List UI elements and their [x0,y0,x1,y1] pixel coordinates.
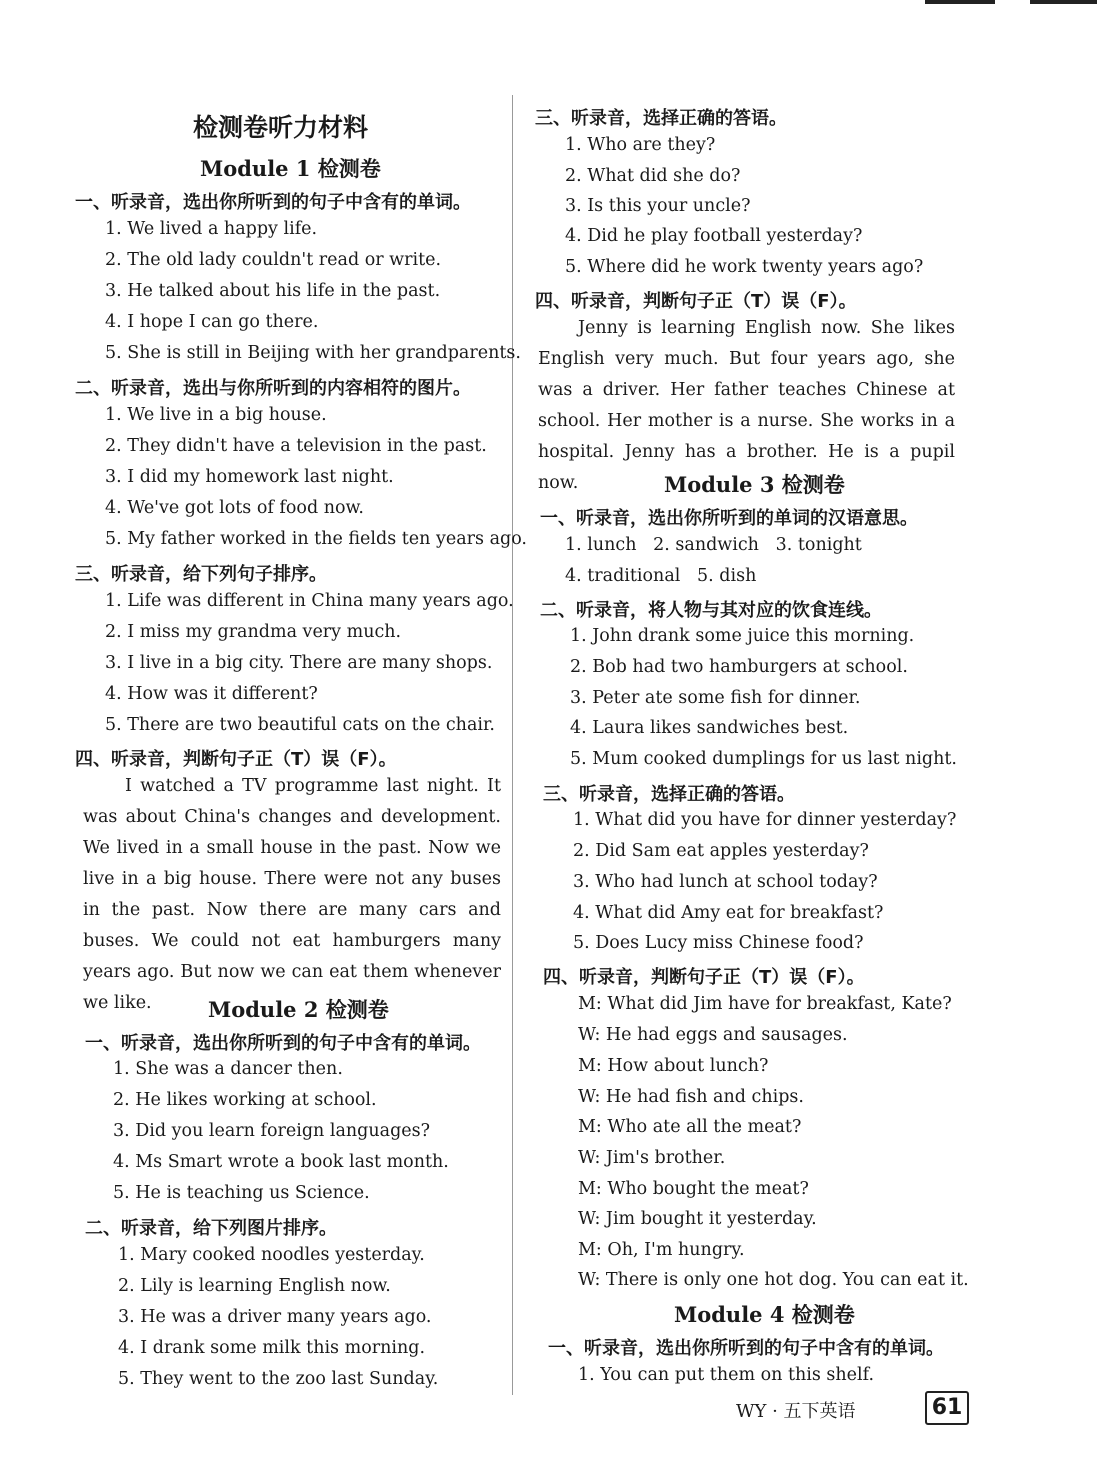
section-heading: 三、听录音，给下列句子排序。 [75,564,327,585]
list-item: 1. We lived a happy life. [105,219,318,239]
list-item: 5. Does Lucy miss Chinese food? [573,933,864,953]
list-item: 1. Life was different in China many years ago. [105,591,514,611]
list-item: 5. There are two beautiful cats on the chair. [105,715,495,735]
section-heading: 一、听录音，选出你所听到的单词的汉语意思。 [540,508,918,529]
section-heading: 二、听录音，将人物与其对应的饮食连线。 [540,600,882,621]
list-item: 3. Who had lunch at school today? [573,872,878,892]
section-heading: 四、听录音，判断句子正（T）误（F）。 [543,967,865,988]
list-item: 3. Is this your uncle? [565,196,751,216]
dialogue-line: M: Who ate all the meat? [578,1117,802,1137]
list-item: 1. lunch 2. sandwich 3. tonight [565,535,862,555]
list-item: 2. I miss my grandma very much. [105,622,402,642]
section-heading: 四、听录音，判断句子正（T）误（F）。 [535,291,857,312]
paragraph: I watched a TV programme last night. It was about China's changes and development. We lived in a small house in the past. Now we live in a big house. There were not any buses in the past. Now there are many cars and buses. We could not eat hamburgers many years ago. But now we can eat them whenever we like. [83,776,501,1013]
list-item: 5. Where did he work twenty years ago? [565,257,924,277]
list-item: 2. Bob had two hamburgers at school. [570,657,908,677]
list-item: 5. She is still in Beijing with her grandparents. [105,343,521,363]
list-item: 1. You can put them on this shelf. [578,1365,875,1385]
paragraph: Jenny is learning English now. She likes English very much. But four years ago, she was a driver. Her father teaches Chinese at school. Her mother is a nurse. She works in a hospital. Jenny has a brother. He is a pupil now. [538,318,955,493]
list-item: 2. What did she do? [565,166,741,186]
dialogue-line: W: Jim's brother. [578,1148,726,1168]
list-item: 2. He likes working at school. [113,1090,377,1110]
module-4-title: Module 4 检测卷 [674,1302,855,1327]
page-number: 61 [925,1391,969,1425]
dialogue-line: M: What did Jim have for breakfast, Kate? [578,994,952,1014]
dialogue-line: W: Jim bought it yesterday. [578,1209,817,1229]
list-item: 4. traditional 5. dish [565,566,757,586]
dialogue-line: M: Oh, I'm hungry. [578,1240,745,1260]
section-heading: 二、听录音，选出与你所听到的内容相符的图片。 [75,378,471,399]
dialogue-line: W: He had eggs and sausages. [578,1025,848,1045]
top-decoration [1030,0,1097,4]
list-item: 3. I live in a big city. There are many shops. [105,653,493,673]
list-item: 2. Did Sam eat apples yesterday? [573,841,869,861]
list-item: 1. Mary cooked noodles yesterday. [118,1245,425,1265]
list-item: 4. How was it different? [105,684,318,704]
page-title: 检测卷听力材料 [193,113,369,142]
list-item: 2. The old lady couldn't read or write. [105,250,442,270]
list-item: 1. She was a dancer then. [113,1059,343,1079]
module-1-title: Module 1 检测卷 [200,156,381,181]
list-item: 4. I drank some milk this morning. [118,1338,426,1358]
list-item: 4. Ms Smart wrote a book last month. [113,1152,449,1172]
list-item: 4. Laura likes sandwiches best. [570,718,849,738]
list-item: 4. What did Amy eat for breakfast? [573,903,884,923]
section-heading: 一、听录音，选出你所听到的句子中含有的单词。 [548,1338,944,1359]
dialogue-line: W: He had fish and chips. [578,1087,804,1107]
list-item: 1. What did you have for dinner yesterday? [573,810,957,830]
list-item: 4. I hope I can go there. [105,312,319,332]
list-item: 4. Did he play football yesterday? [565,226,863,246]
list-item: 3. Did you learn foreign languages? [113,1121,430,1141]
top-decoration [925,0,995,4]
list-item: 3. He was a driver many years ago. [118,1307,432,1327]
list-item: 2. They didn't have a television in the past. [105,436,487,456]
list-item: 5. He is teaching us Science. [113,1183,370,1203]
section-heading: 三、听录音，选择正确的答语。 [543,784,795,805]
footer-label: WY · 五下英语 [736,1401,856,1422]
list-item: 5. My father worked in the fields ten years ago. [105,529,527,549]
dialogue-line: W: There is only one hot dog. You can eat it. [578,1270,969,1290]
section-heading: 一、听录音，选出你所听到的句子中含有的单词。 [75,192,471,213]
section-heading: 三、听录音，选择正确的答语。 [535,108,787,129]
list-item: 5. They went to the zoo last Sunday. [118,1369,439,1389]
dialogue-line: M: How about lunch? [578,1056,769,1076]
list-item: 5. Mum cooked dumplings for us last night. [570,749,957,769]
list-item: 3. I did my homework last night. [105,467,394,487]
list-item: 1. John drank some juice this morning. [570,626,915,646]
column-divider [512,95,513,1395]
list-item: 3. Peter ate some fish for dinner. [570,688,861,708]
module-2-title: Module 2 检测卷 [208,997,389,1022]
module-3-title: Module 3 检测卷 [664,472,845,497]
section-heading: 四、听录音，判断句子正（T）误（F）。 [75,749,397,770]
section-heading: 二、听录音，给下列图片排序。 [85,1218,337,1239]
section-heading: 一、听录音，选出你所听到的句子中含有的单词。 [85,1033,481,1054]
dialogue-line: M: Who bought the meat? [578,1179,809,1199]
list-item: 1. Who are they? [565,135,716,155]
list-item: 3. He talked about his life in the past. [105,281,441,301]
list-item: 1. We live in a big house. [105,405,327,425]
list-item: 4. We've got lots of food now. [105,498,364,518]
list-item: 2. Lily is learning English now. [118,1276,391,1296]
